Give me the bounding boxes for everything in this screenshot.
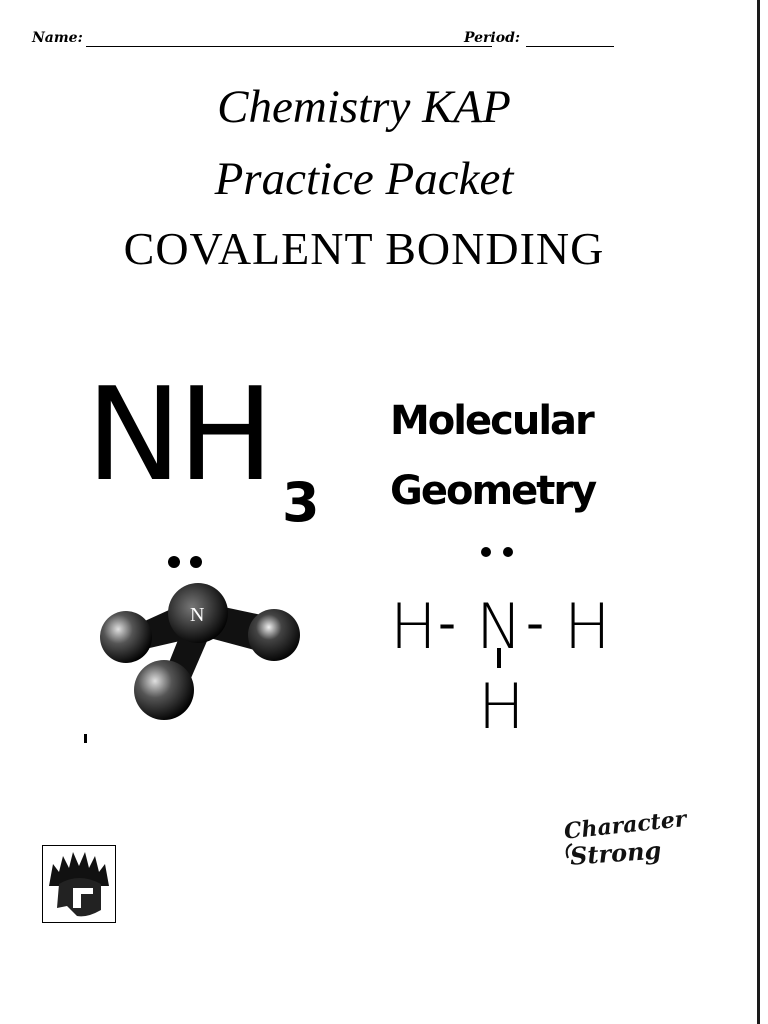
- lewis-h-bottom: H: [478, 670, 525, 743]
- formula-subscript: 3: [282, 471, 320, 534]
- title-line-1: Chemistry KAP: [217, 81, 511, 133]
- spartan-helmet-icon: [42, 845, 116, 923]
- lewis-n-center: N: [476, 590, 523, 663]
- h-atom-right: [248, 609, 300, 661]
- svg-text:Strong: Strong: [569, 835, 663, 871]
- lewis-lone-pair-dot: [503, 547, 513, 557]
- svg-text:Character: Character: [562, 806, 688, 845]
- h-atom-bottom: [134, 660, 194, 720]
- page-edge-line: [757, 0, 760, 1024]
- period-field[interactable]: [526, 46, 614, 47]
- molecular-label: Molecular: [390, 398, 593, 444]
- period-label: Period:: [464, 30, 521, 46]
- lewis-h-left: H: [390, 590, 437, 663]
- character-strong-logo: [560, 806, 688, 874]
- lewis-bond-right: -: [526, 594, 545, 652]
- name-period-header: [32, 30, 632, 50]
- lewis-structure: [388, 540, 628, 743]
- model-center-atom-label: N: [190, 604, 205, 626]
- stray-mark: [84, 734, 87, 743]
- name-label: Name:: [32, 30, 83, 46]
- lone-pair-dot: [168, 556, 180, 568]
- name-field[interactable]: [86, 46, 492, 47]
- title-line-3: COVALENT BONDING: [123, 223, 605, 274]
- lewis-bond-left: -: [438, 594, 457, 652]
- lone-pair-dot: [190, 556, 202, 568]
- lewis-h-right: H: [564, 590, 611, 663]
- title-line-2: Practice Packet: [214, 153, 514, 205]
- geometry-label: Geometry: [390, 468, 596, 514]
- lewis-lone-pair-dot: [481, 547, 491, 557]
- h-atom-left: [100, 611, 152, 663]
- formula-nh: NH: [86, 361, 270, 510]
- molecule-model: [96, 545, 306, 725]
